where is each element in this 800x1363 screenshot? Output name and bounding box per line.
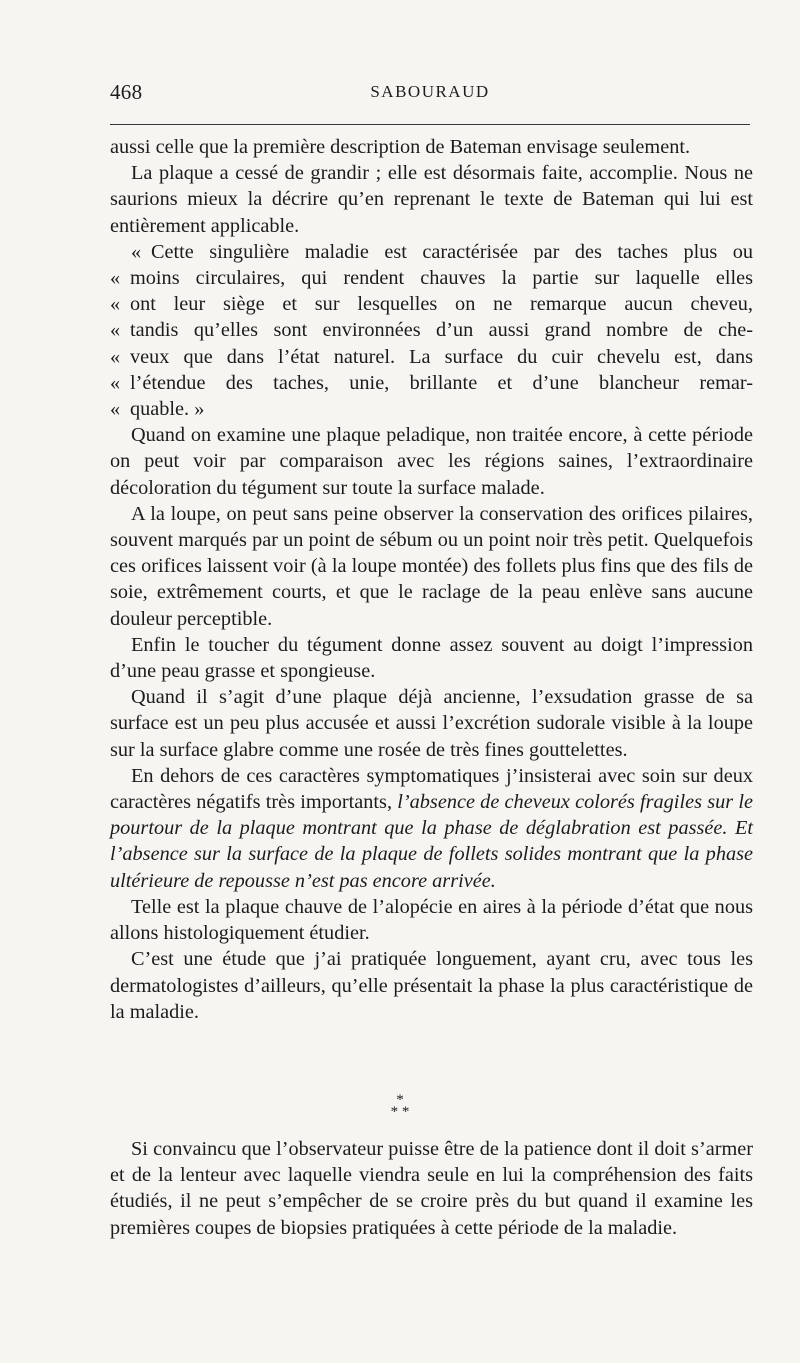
quote-line: « quable. » <box>110 396 753 422</box>
quote-line: « moins circulaires, qui rendent chauves la partie sur laquelle elles <box>110 265 753 291</box>
quote-mark: « <box>110 293 121 316</box>
quote-line: « tandis qu’elles sont environnées d’un aussi grand nombre de che- <box>110 317 753 343</box>
quote-mark: « <box>110 267 121 290</box>
body-text <box>110 134 753 1025</box>
paragraph: C’est une étude que j’ai pratiquée longuement, ayant cru, avec tous les dermatologistes d’ailleurs, qu’elle présentait la phase la plus caractéristique de la maladie. <box>110 948 753 1023</box>
paragraph: Telle est la plaque chauve de l’alopécie en aires à la période d’état que nous allons histologiquement étudier. <box>110 895 753 945</box>
header-rule <box>110 124 750 125</box>
italic-text: l’absence de cheveux colorés fragiles sur le pourtour de la plaque montrant que la phase de déglabration est passée. Et l’absence sur la surface de la plaque de follets solides montrant que la phase ultérieure de repousse n’est pas encore arrivée. <box>110 791 753 892</box>
asterism-bottom: * * <box>390 1104 410 1120</box>
page-number: 468 <box>110 80 143 104</box>
quote-mark: « <box>110 345 121 368</box>
quote-line: « Cette singulière maladie est caractérisée par des taches plus ou <box>110 239 753 265</box>
quote-line: « l’étendue des taches, unie, brillante et d’une blancheur remar- <box>110 370 753 396</box>
quote-line: « veux que dans l’état naturel. La surface du cuir chevelu est, dans <box>110 344 753 370</box>
paragraph <box>110 763 753 894</box>
asterism <box>0 1094 800 1118</box>
quote-mark: « <box>110 371 121 394</box>
quote-mark: « <box>110 319 121 342</box>
quote-mark: « <box>110 398 121 421</box>
bateman-quote <box>110 239 753 422</box>
paragraph: La plaque a cessé de grandir ; elle est désormais faite, accomplie. Nous ne saurions mieux la décrire qu’en reprenant le texte de Bateman qui lui est entièrement applicable. <box>110 162 753 237</box>
quote-mark: « <box>131 240 142 263</box>
page-header <box>110 80 750 110</box>
running-head: SABOURAUD <box>370 82 490 101</box>
asterism-top: * <box>396 1092 404 1108</box>
final-section <box>110 1136 753 1241</box>
paragraph: Enfin le toucher du tégument donne assez souvent au doigt l’impression d’une peau grasse et spongieuse. <box>110 633 753 683</box>
paragraph: Quand il s’agit d’une plaque déjà ancienne, l’exsudation grasse de sa surface est un peu plus accusée et aussi l’excrétion sudorale visible à la loupe sur la surface glabre comme une rosée de très fines gouttelettes. <box>110 686 753 761</box>
quote-line: « ont leur siège et sur lesquelles on ne remarque aucun cheveu, <box>110 291 753 317</box>
paragraph-continuation: aussi celle que la première description de Bateman envisage seulement. <box>110 136 691 158</box>
paragraph: Quand on examine une plaque peladique, non traitée encore, à cette période on peut voir par comparaison avec les régions saines, l’extraordinaire décoloration du tégument sur toute la surface malade. <box>110 424 753 499</box>
paragraph-text: En dehors de ces caractères symptomatiques j’insisterai avec soin sur deux caractères négatifs très importants, <box>110 764 753 814</box>
paragraph: A la loupe, on peut sans peine observer la conservation des orifices pilaires, souvent marqués par un point de sébum ou un point noir très petit. Quelquefois ces orifices laissent voir (à la loupe montée) des follets plus fins que des fils de soie, extrêmement courts, et que le raclage de la peau enlève sans aucune douleur perceptible. <box>110 502 753 630</box>
paragraph: Si convaincu que l’observateur puisse être de la patience dont il doit s’armer et de la lenteur avec laquelle viendra seule en lui la compréhension des faits étudiés, il ne peut s’empêcher de se croire près du but quand il examine les premières coupes de biopsies pratiquées à cette période de la maladie. <box>110 1138 753 1239</box>
